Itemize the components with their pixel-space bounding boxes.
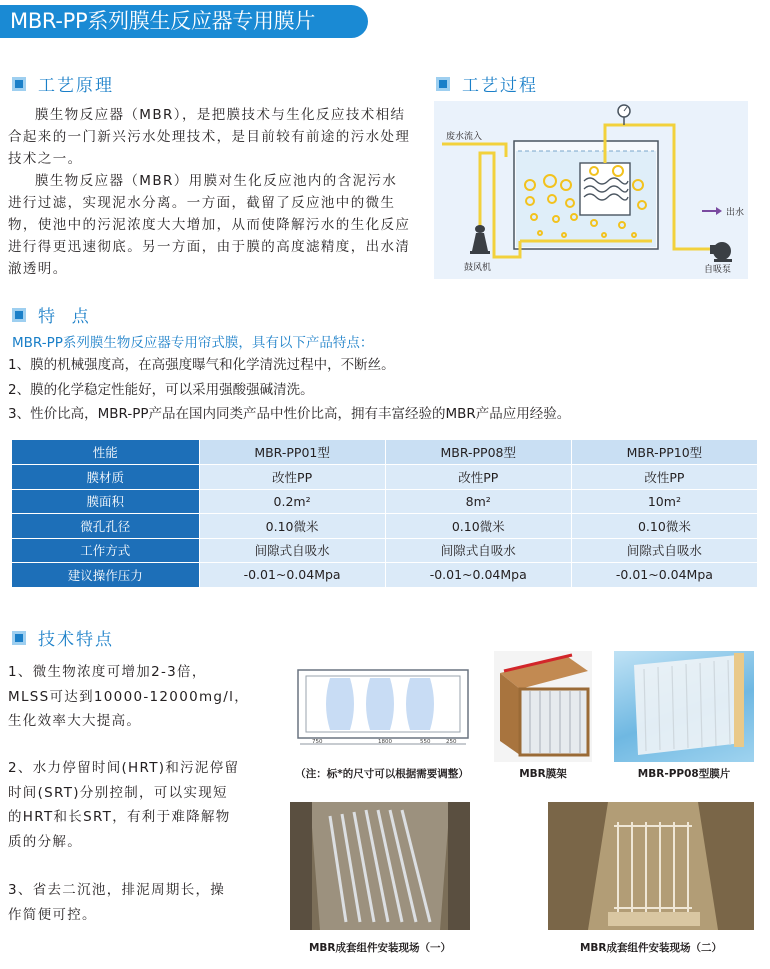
label-inlet: 废水流入 xyxy=(446,132,483,142)
square-bullet-icon xyxy=(12,631,26,645)
frame-photo xyxy=(494,651,592,762)
table-cell: -0.01~0.04Mpa xyxy=(385,563,571,588)
page-title-banner xyxy=(0,5,368,38)
membrane-panel-2 xyxy=(366,678,394,730)
table-row-label: 工作方式 xyxy=(12,538,199,563)
principle-paragraph-1: 膜生物反应器（MBR），是把膜技术与生化反应技术相结合起来的一门新兴污水处理技术，是目前较有前途的污水处理技术之一。 xyxy=(8,107,411,167)
caption-membrane: MBR-PP08型膜片 xyxy=(637,768,731,780)
table-cell: 0.10微米 xyxy=(571,514,757,539)
table-cell: 间隙式自吸水 xyxy=(385,538,571,563)
principle-text xyxy=(8,104,412,280)
membrane-header-bar xyxy=(734,653,744,747)
table-cell: 0.10微米 xyxy=(199,514,385,539)
features-heading: 特 点 xyxy=(12,302,91,327)
table-row xyxy=(12,489,758,514)
square-bullet-icon xyxy=(12,308,26,322)
features-intro: MBR-PP系列膜生物反应器专用帘式膜，具有以下产品特点： xyxy=(12,335,374,351)
feature-item: 1、膜的机械强度高，在高强度曝气和化学清洗过程中，不断丝。 xyxy=(8,357,395,373)
table-cell: -0.01~0.04Mpa xyxy=(571,563,757,588)
principle-paragraph-2: 膜生物反应器（MBR）用膜对生化反应池内的含泥污水进行过滤，实现泥水分离。一方面，截留了反应池中的微生物，使池中的污泥浓度大大增加，从而使降解污水的生化反应进行得更迅速彻底。另一方面，由于膜的高度滤精度，出水清澈透明。 xyxy=(8,173,411,277)
table-header-row xyxy=(12,440,758,465)
square-bullet-icon xyxy=(436,77,450,91)
feature-item: 2、膜的化学稳定性能好，可以采用强酸强碱清洗。 xyxy=(8,381,314,398)
table-header-cell: MBR-PP01型 xyxy=(199,440,385,465)
features-list xyxy=(8,353,570,427)
table-row xyxy=(12,514,758,539)
label-blower: 鼓风机 xyxy=(464,263,492,273)
table-header-cell: MBR-PP08型 xyxy=(385,440,571,465)
label-outlet: 出水 xyxy=(726,208,745,218)
process-diagram xyxy=(434,101,748,279)
table-row-label: 微孔孔径 xyxy=(12,514,199,539)
dimension-label: 1800 xyxy=(378,739,392,745)
tech-item-3: 3、省去二沉池，排泥周期长，操 作简便可控。 xyxy=(8,882,226,923)
table-header-cell: MBR-PP10型 xyxy=(571,440,757,465)
membrane-panel-3 xyxy=(406,678,434,730)
table-cell: 改性PP xyxy=(571,465,757,490)
site-photo-1 xyxy=(290,802,470,930)
table-row-label: 膜面积 xyxy=(12,489,199,514)
tech-item-1: 1、微生物浓度可增加2-3倍， MLSS可达到10000-12000mg/l， 生化效率大大提高。 xyxy=(8,664,249,729)
table-row xyxy=(12,538,758,563)
caption-frame: MBR膜架 xyxy=(519,768,567,780)
table-cell: 改性PP xyxy=(385,465,571,490)
table-header-cell: 性能 xyxy=(12,440,199,465)
table-cell: 0.2m² xyxy=(199,489,385,514)
principle-heading: 工艺原理 xyxy=(12,71,114,96)
table-cell: 改性PP xyxy=(199,465,385,490)
dimension-drawing xyxy=(290,664,474,750)
table-row-label: 膜材质 xyxy=(12,465,199,490)
dimension-label: 750 xyxy=(312,739,323,745)
process-heading: 工艺过程 xyxy=(436,71,538,96)
tech-item-2: 2、水力停留时间(HRT)和污泥停留 时间(SRT)分别控制，可以实现短 的HRT和长SRT，有利于难降解物 质的分解。 xyxy=(8,760,240,850)
table-row xyxy=(12,465,758,490)
membrane-photo xyxy=(614,651,754,762)
page-title: MBR-PP系列膜生反应器专用膜片 xyxy=(10,9,316,33)
label-pump: 自吸泵 xyxy=(704,265,732,275)
feature-item: 3、性价比高，MBR-PP产品在国内同类产品中性价比高，拥有丰富经验的MBR产品应用经验。 xyxy=(8,406,571,422)
table-cell: -0.01~0.04Mpa xyxy=(199,563,385,588)
dimension-label: 550 xyxy=(420,739,431,745)
caption-site-1: MBR成套组件安装现场（一） xyxy=(308,942,452,954)
table-cell: 10m² xyxy=(571,489,757,514)
table-cell: 间隙式自吸水 xyxy=(199,538,385,563)
dimension-label: 250 xyxy=(446,739,457,745)
table-row-label: 建议操作压力 xyxy=(12,563,199,588)
table-row xyxy=(12,563,758,588)
process-diagram-svg xyxy=(434,101,748,279)
membrane-panel-1 xyxy=(326,678,354,730)
spec-table xyxy=(12,440,758,588)
pump-icon xyxy=(710,242,732,262)
inlet-pipe xyxy=(442,144,506,157)
table-cell: 8m² xyxy=(385,489,571,514)
table-cell: 间隙式自吸水 xyxy=(571,538,757,563)
caption-site-2: MBR成套组件安装现场（二） xyxy=(579,942,723,954)
site-photo-2 xyxy=(548,802,754,930)
tech-heading: 技术特点 xyxy=(12,625,114,650)
blower-icon xyxy=(470,225,490,254)
table-cell: 0.10微米 xyxy=(385,514,571,539)
square-bullet-icon xyxy=(12,77,26,91)
caption-drawing: （注：标*的尺寸可以根据需要调整） xyxy=(295,768,469,780)
